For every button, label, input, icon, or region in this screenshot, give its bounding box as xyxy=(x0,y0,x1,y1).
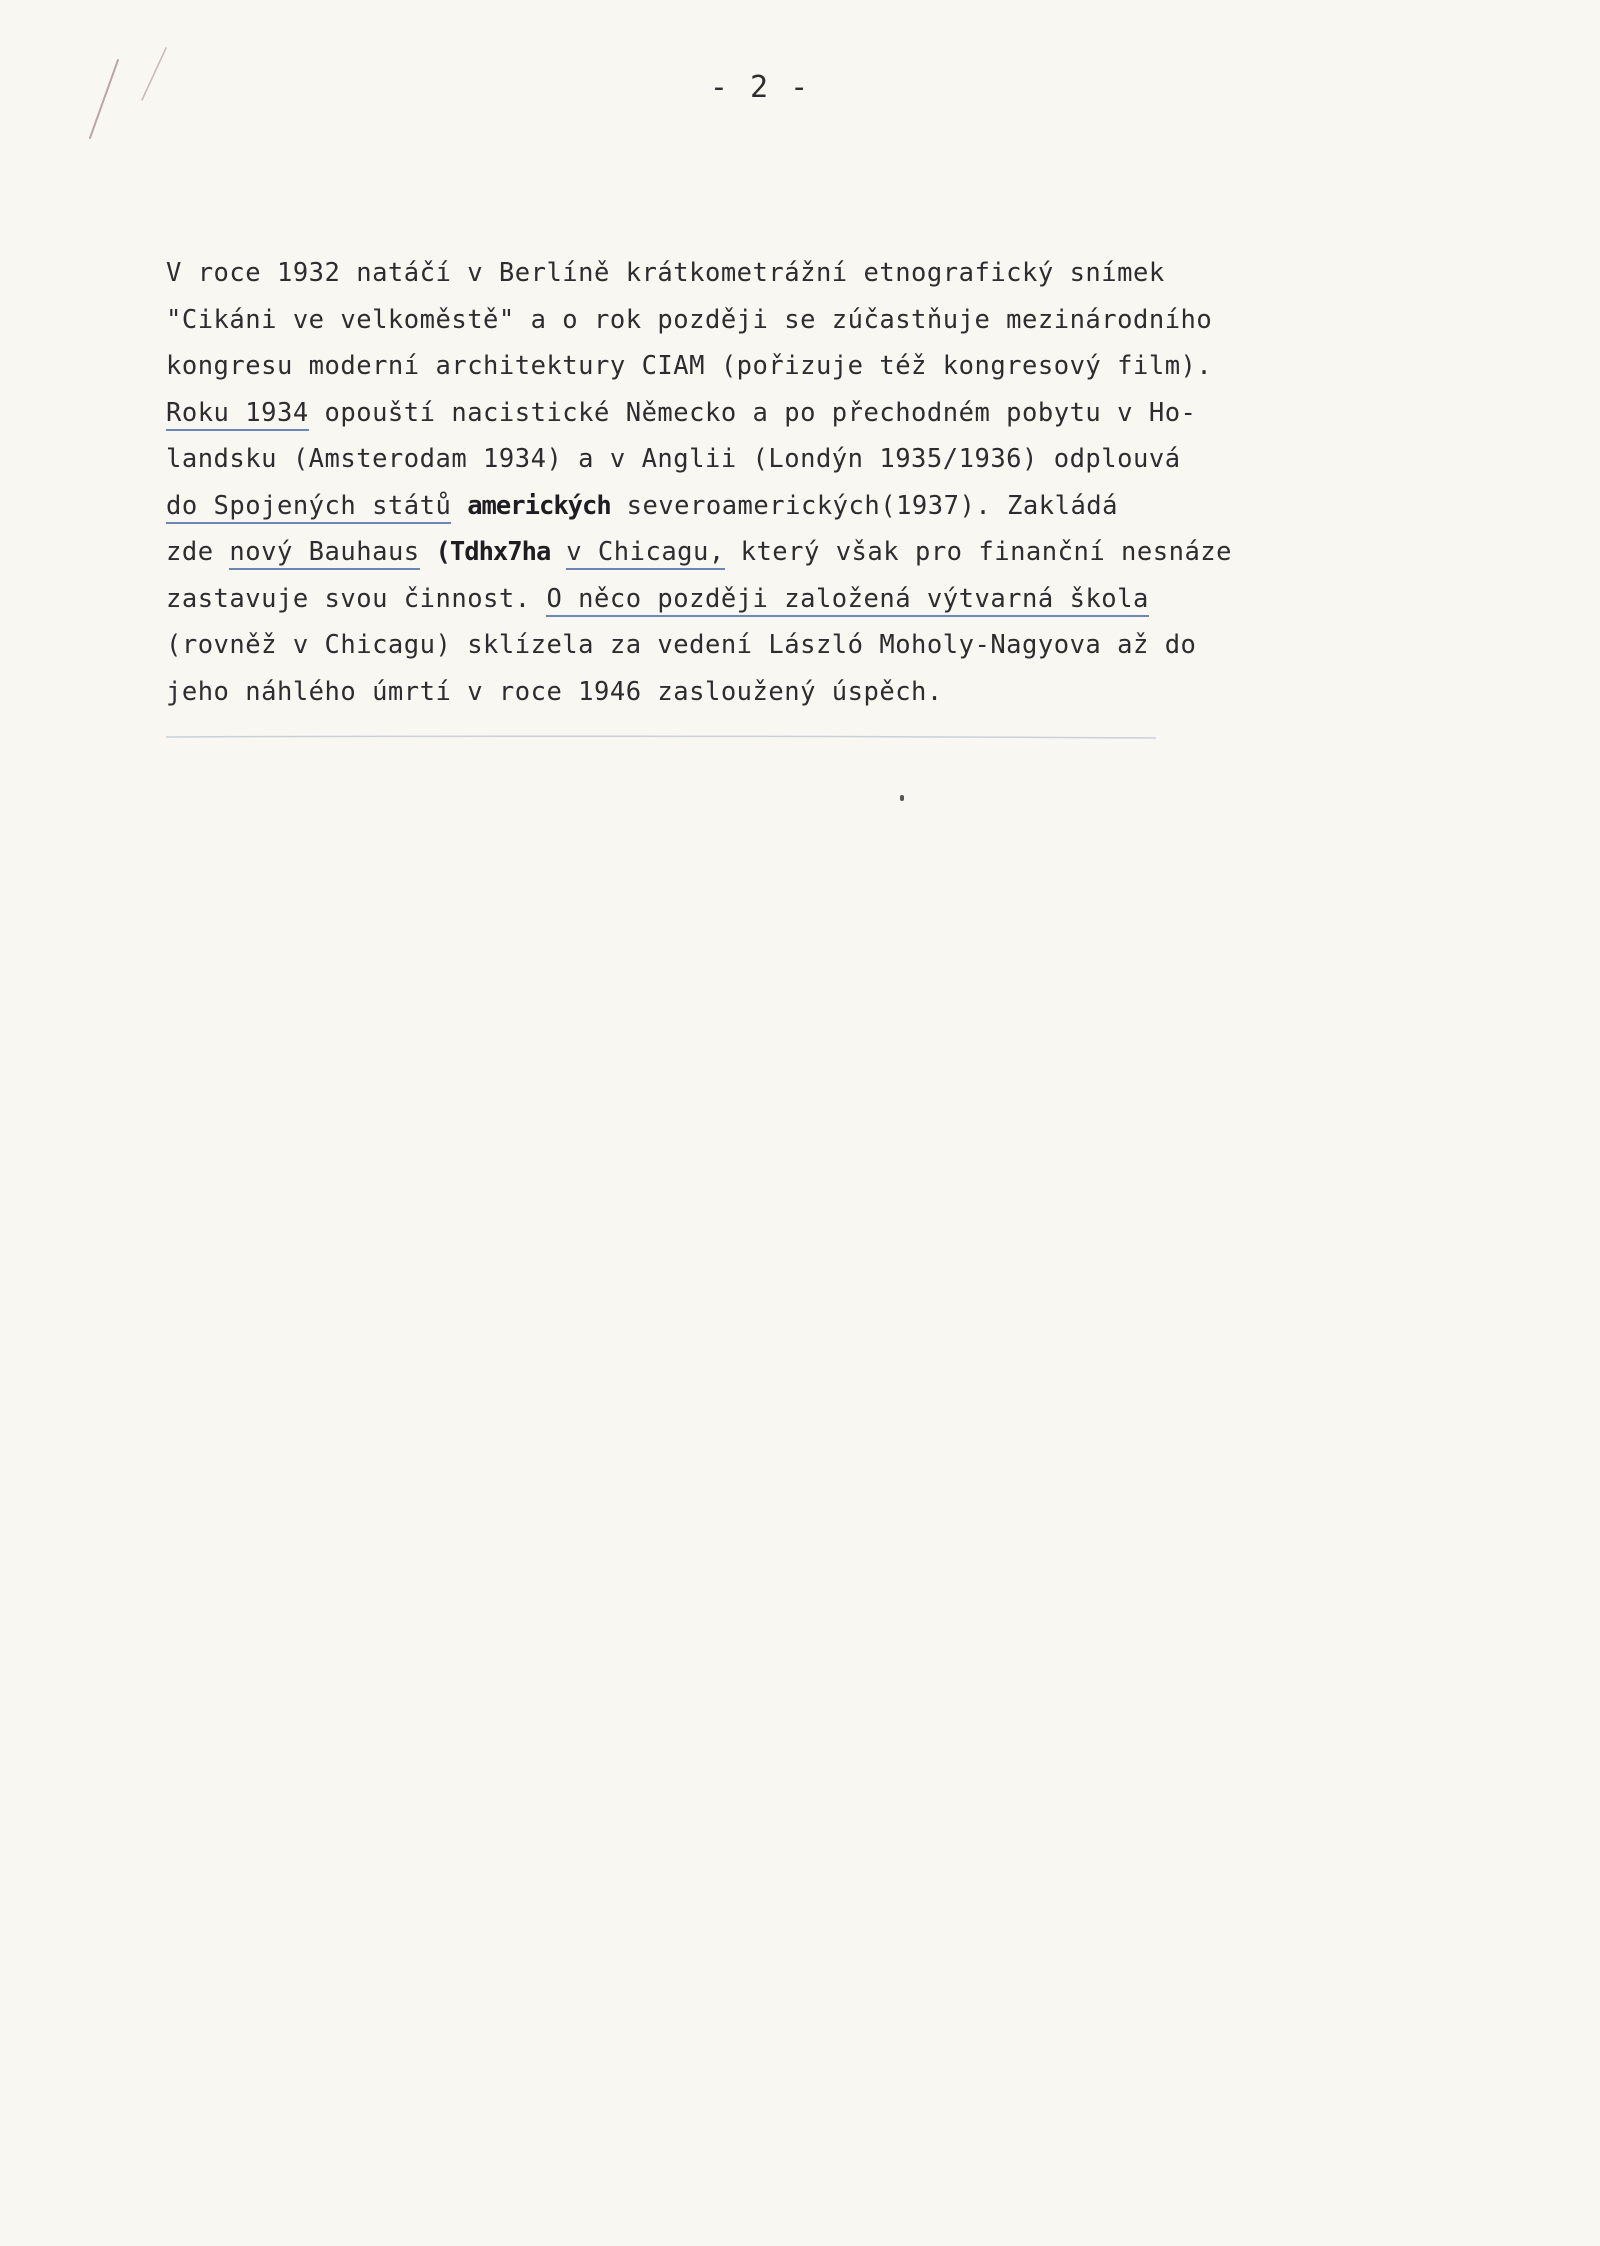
text-segment: jeho náhlého úmrtí v roce 1946 zasloužený úspěch. xyxy=(166,676,943,707)
text-line xyxy=(166,622,1526,669)
text-segment: severoamerických(1937). Zakládá xyxy=(610,490,1119,521)
text-line xyxy=(166,436,1526,483)
underlined-phrase: Roku 1934 xyxy=(166,398,309,431)
underlined-phrase: O něco později založená výtvarná škola xyxy=(546,584,1148,617)
struck-out-word: amerických xyxy=(467,490,611,521)
page-number: - 2 - xyxy=(709,70,811,105)
text-line xyxy=(166,343,1526,390)
text-line xyxy=(166,529,1526,576)
text-line xyxy=(166,390,1526,437)
text-line xyxy=(166,297,1526,344)
text-segment: landsku (Amsterodam 1934) a v Anglii (Londýn 1935/1936) odplouvá xyxy=(166,444,1181,474)
text-segment: (rovněž v Chicagu) sklízela za vedení László Moholy-Nagyova až do xyxy=(166,630,1197,660)
text-line xyxy=(166,669,1526,716)
ink-dot xyxy=(900,795,904,801)
underlined-phrase: v Chicagu, xyxy=(566,537,725,570)
text-segment xyxy=(420,537,436,567)
pencil-underline-icon xyxy=(166,735,1156,739)
body-paragraph xyxy=(166,250,1526,715)
text-line xyxy=(166,250,1526,297)
text-line xyxy=(166,483,1526,530)
text-segment: který však pro finanční nesnáze xyxy=(724,537,1233,567)
underlined-phrase: do Spojených států xyxy=(166,491,451,524)
struck-out-word: (Tdhx7ha xyxy=(435,537,551,567)
text-segment: opouští nacistické Německo a po přechodném pobytu v Ho- xyxy=(308,397,1197,428)
text-segment: kongresu moderní architektury CIAM (pořizuje též kongresový film). xyxy=(166,351,1213,381)
text-segment: V roce 1932 natáčí v Berlíně krátkometrážní etnografický snímek xyxy=(166,258,1165,288)
underlined-phrase: nový Bauhaus xyxy=(229,537,419,570)
text-segment: "Cikáni ve velkoměstě" a o rok později se zúčastňuje mezinárodního xyxy=(166,304,1213,335)
text-segment: zastavuje svou činnost. xyxy=(166,583,547,614)
text-segment: zde xyxy=(166,537,230,567)
text-segment xyxy=(550,537,566,567)
text-segment xyxy=(451,491,467,521)
text-line xyxy=(166,576,1526,623)
